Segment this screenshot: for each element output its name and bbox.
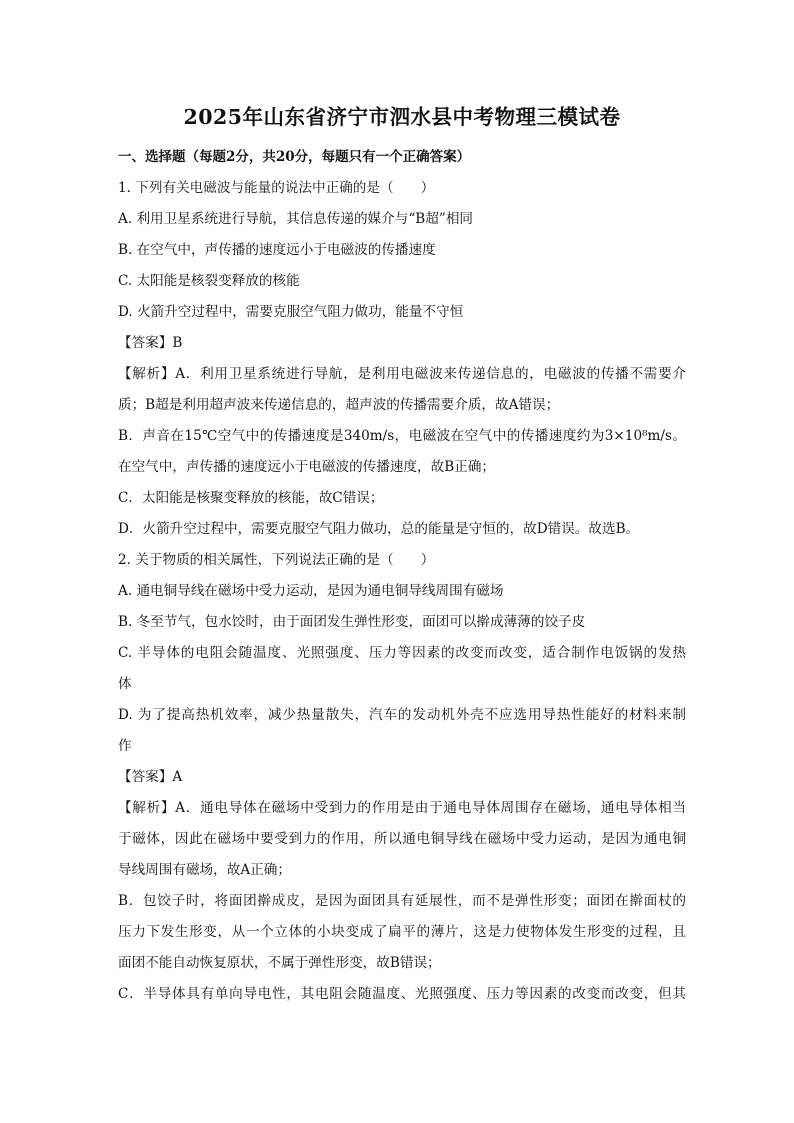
question-2-option-c: C. 半导体的电阻会随温度、光照强度、压力等因素的改变而改变，适合制作电饭锅的发热	[118, 645, 686, 661]
question-2-option-b: B. 冬至节气，包水饺时，由于面团发生弹性形变，面团可以擀成薄薄的饺子皮	[118, 614, 586, 630]
question-2-option-d: D. 为了提高热机效率，减少热量散失，汽车的发动机外壳不应选用导热性能好的材料来制	[118, 707, 686, 723]
question-1-option-d: D. 火箭升空过程中，需要克服空气阻力做功，能量不守恒	[118, 304, 464, 320]
question-2-option-c-cont: 体	[118, 676, 132, 692]
question-2-analysis-line: 压力下发生形变，从一个立体的小块变成了扁平的薄片，这是力使物体发生形变的过程，且	[118, 924, 686, 940]
question-1-option-a: A. 利用卫星系统进行导航，其信息传递的媒介与“B超”相同	[118, 211, 474, 227]
question-2-option-a: A. 通电铜导线在磁场中受力运动，是因为通电铜导线周围有磁场	[118, 583, 504, 599]
question-2-analysis-line: B．包饺子时，将面团擀成皮，是因为面团具有延展性，而不是弹性形变；面团在擀面杖的	[118, 893, 686, 909]
question-1-analysis-line: 质；B超是利用超声波来传递信息的，超声波的传播需要介质，故A错误；	[118, 397, 560, 413]
question-1-answer: 【答案】B	[118, 335, 183, 351]
question-1-analysis-line: D．火箭升空过程中，需要克服空气阻力做功，总的能量是守恒的，故D错误。故选B。	[118, 521, 640, 537]
question-1-analysis-line: C．太阳能是核聚变释放的核能，故C错误；	[118, 490, 384, 506]
question-2-analysis-line: C．半导体具有单向导电性，其电阻会随温度、光照强度、压力等因素的改变而改变，但其	[118, 986, 686, 1002]
question-2-analysis-line: 【解析】A．通电导体在磁场中受到力的作用是由于通电导体周围存在磁场，通电导体相当	[118, 800, 686, 816]
question-2-analysis-line: 导线周围有磁场，故A正确；	[118, 862, 291, 878]
question-1-stem: 1. 下列有关电磁波与能量的说法中正确的是（ ）	[118, 180, 435, 196]
question-1-analysis-line: B．声音在15℃空气中的传播速度是340m/s，电磁波在空气中的传播速度约为3×10⁸m/s。	[118, 428, 686, 444]
exam-title: 2025年山东省济宁市泗水县中考物理三模试卷	[183, 105, 621, 129]
question-2-analysis-line: 于磁体，因此在磁场中要受到力的作用，所以通电铜导线在磁场中受力运动，是因为通电铜	[118, 831, 686, 847]
question-2-option-d-cont: 作	[118, 738, 132, 754]
question-2-answer: 【答案】A	[118, 769, 183, 785]
question-1-analysis-line: 在空气中，声传播的速度远小于电磁波的传播速度，故B正确；	[118, 459, 496, 475]
question-2-stem: 2. 关于物质的相关属性，下列说法正确的是（ ）	[118, 552, 435, 568]
question-1-option-c: C. 太阳能是核裂变释放的核能	[118, 273, 300, 289]
question-1-option-b: B. 在空气中，声传播的速度远小于电磁波的传播速度	[118, 242, 436, 258]
section-heading: 一、选择题（每题2分，共20分，每题只有一个正确答案）	[118, 149, 471, 165]
question-1-analysis-line: 【解析】A．利用卫星系统进行导航，是利用电磁波来传递信息的，电磁波的传播不需要介	[118, 366, 686, 382]
question-2-analysis-line: 面团不能自动恢复原状，不属于弹性形变，故B错误；	[118, 955, 441, 971]
